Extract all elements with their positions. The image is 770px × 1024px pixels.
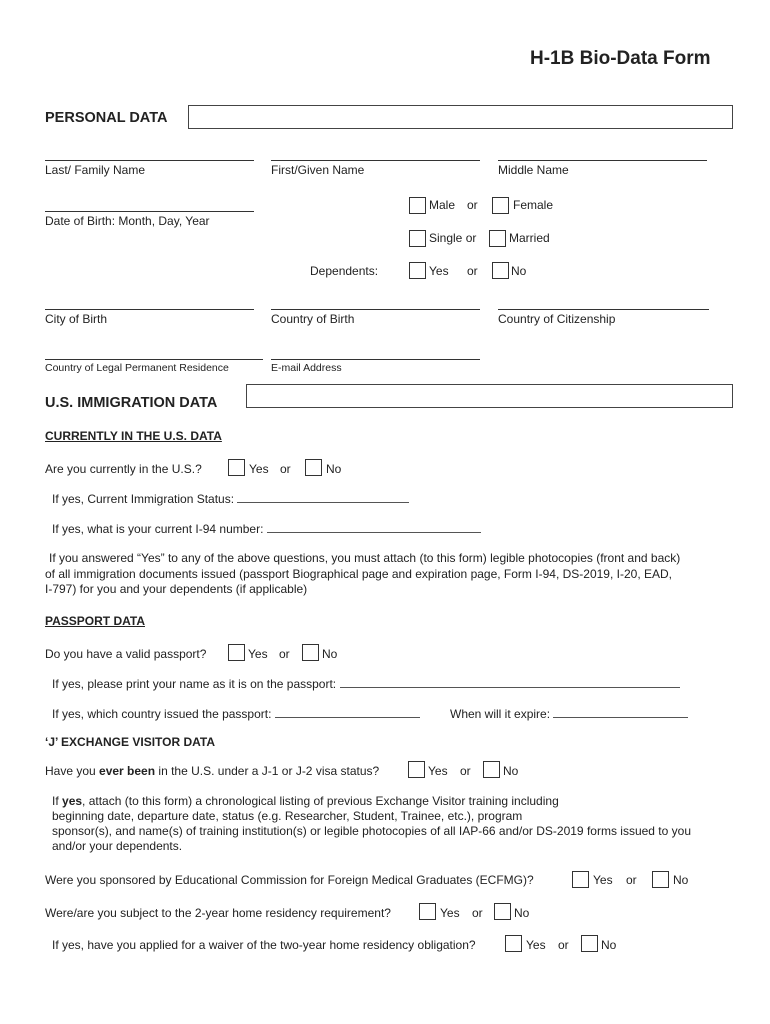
j-question-pre: Have you [45, 764, 100, 778]
currently-note-1: If you answered “Yes” to any of the above questions, you must attach (to this form) legible photocopies (front and back) [49, 551, 681, 565]
country-citizenship-label: Country of Citizenship [498, 312, 616, 326]
status-blank[interactable] [237, 501, 409, 503]
male-checkbox[interactable] [409, 197, 426, 214]
waiver-question: If yes, have you applied for a waiver of the two-year home residency obligation? [52, 938, 476, 952]
ecfmg-yes-label: Yes [593, 873, 613, 887]
i94-row [52, 522, 481, 536]
ecfmg-or-label: or [626, 873, 637, 887]
status-label: If yes, Current Immigration Status: [52, 492, 235, 506]
currently-or-label: or [280, 462, 291, 476]
dependents-or-label: or [467, 264, 478, 278]
ecfmg-no-label: No [673, 873, 689, 887]
ecfmg-yes-checkbox[interactable] [572, 871, 589, 888]
passport-yes-label: Yes [248, 647, 268, 661]
two-year-or-label: or [472, 906, 483, 920]
j-para-1 [52, 794, 559, 809]
passport-expire-row [450, 707, 688, 721]
two-year-yes-label: Yes [440, 906, 460, 920]
j-or-label: or [460, 764, 471, 778]
passport-no-label: No [322, 647, 338, 661]
middle-name-label: Middle Name [498, 163, 569, 177]
currently-no-label: No [326, 462, 342, 476]
j-para-3: sponsor(s), and name(s) of training institution(s) or legible photocopies of all IAP-66 and/or DS-2019 forms issued to you [52, 824, 691, 838]
two-year-no-checkbox[interactable] [494, 903, 511, 920]
j-question-post: in the U.S. under a J-1 or J-2 visa status? [155, 764, 380, 778]
currently-yes-checkbox[interactable] [228, 459, 245, 476]
passport-country-row [52, 707, 420, 721]
j-question-bold: ever been [99, 764, 156, 778]
two-year-question: Were/are you subject to the 2-year home residency requirement? [45, 906, 391, 920]
immigration-heading: U.S. IMMIGRATION DATA [45, 395, 218, 411]
country-citizenship-line[interactable] [498, 309, 709, 310]
country-lpr-label: Country of Legal Permanent Residence [45, 362, 229, 374]
ecfmg-question: Were you sponsored by Educational Commission for Foreign Medical Graduates (ECFMG)? [45, 873, 534, 887]
passport-expire-label: When will it expire: [450, 707, 551, 721]
personal-data-heading: PERSONAL DATA [45, 110, 168, 126]
currently-heading: CURRENTLY IN THE U.S. DATA [45, 429, 222, 443]
waiver-yes-label: Yes [526, 938, 546, 952]
country-lpr-line[interactable] [45, 359, 263, 360]
passport-yes-checkbox[interactable] [228, 644, 245, 661]
j-para-2: beginning date, departure date, status (e.g. Researcher, Student, Trainee, etc.), program [52, 809, 523, 823]
two-year-no-label: No [514, 906, 530, 920]
personal-data-field[interactable] [188, 105, 733, 129]
dependents-yes-checkbox[interactable] [409, 262, 426, 279]
j-no-label: No [503, 764, 519, 778]
male-label: Male [429, 198, 456, 212]
waiver-or-label: or [558, 938, 569, 952]
middle-name-line[interactable] [498, 160, 707, 161]
dependents-no-label: No [511, 264, 527, 278]
city-birth-line[interactable] [45, 309, 254, 310]
i94-label: If yes, what is your current I-94 number: [52, 522, 264, 536]
form-title: H-1B Bio-Data Form [530, 48, 711, 69]
single-label: Single or [429, 231, 477, 245]
ecfmg-no-checkbox[interactable] [652, 871, 669, 888]
city-birth-label: City of Birth [45, 312, 108, 326]
passport-or-label: or [279, 647, 290, 661]
two-year-yes-checkbox[interactable] [419, 903, 436, 920]
waiver-no-label: No [601, 938, 617, 952]
dependents-yes-label: Yes [429, 264, 449, 278]
dependents-no-checkbox[interactable] [492, 262, 509, 279]
passport-expire-blank[interactable] [553, 716, 688, 718]
passport-no-checkbox[interactable] [302, 644, 319, 661]
country-birth-label: Country of Birth [271, 312, 355, 326]
passport-country-blank[interactable] [275, 716, 420, 718]
j-para-1-bold: yes [62, 794, 83, 808]
last-name-line[interactable] [45, 160, 254, 161]
female-checkbox[interactable] [492, 197, 509, 214]
currently-note-2: of all immigration documents issued (passport Biographical page and expiration page, Form I-94, DS-2019, I-20, EAD, [45, 567, 672, 581]
dependents-label: Dependents: [310, 264, 379, 278]
j-para-4: and/or your dependents. [52, 839, 183, 853]
j-yes-label: Yes [428, 764, 448, 778]
email-line[interactable] [271, 359, 480, 360]
passport-question: Do you have a valid passport? [45, 647, 207, 661]
dob-label: Date of Birth: Month, Day, Year [45, 214, 210, 228]
country-birth-line[interactable] [271, 309, 480, 310]
waiver-yes-checkbox[interactable] [505, 935, 522, 952]
passport-name-row [52, 677, 680, 691]
j-para-1-pre: If [52, 794, 63, 808]
passport-country-label: If yes, which country issued the passport: [52, 707, 272, 721]
status-row [52, 492, 409, 506]
currently-note-3: I-797) for you and your dependents (if applicable) [45, 582, 308, 596]
j-para-1-post: , attach (to this form) a chronological listing of previous Exchange Visitor training including [82, 794, 559, 808]
single-checkbox[interactable] [409, 230, 426, 247]
passport-name-blank[interactable] [340, 686, 680, 688]
married-label: Married [509, 231, 550, 245]
j-question [45, 764, 379, 778]
i94-blank[interactable] [267, 531, 481, 533]
passport-heading: PASSPORT DATA [45, 614, 146, 628]
immigration-data-field[interactable] [246, 384, 733, 408]
female-label: Female [513, 198, 554, 212]
email-label: E-mail Address [271, 362, 342, 374]
waiver-no-checkbox[interactable] [581, 935, 598, 952]
j-yes-checkbox[interactable] [408, 761, 425, 778]
j-no-checkbox[interactable] [483, 761, 500, 778]
first-name-line[interactable] [271, 160, 480, 161]
passport-name-label: If yes, please print your name as it is on the passport: [52, 677, 337, 691]
currently-no-checkbox[interactable] [305, 459, 322, 476]
last-name-label: Last/ Family Name [45, 163, 146, 177]
currently-question: Are you currently in the U.S.? [45, 462, 202, 476]
j-visitor-heading: ‘J’ EXCHANGE VISITOR DATA [45, 735, 216, 749]
or-label: or [467, 198, 478, 212]
married-checkbox[interactable] [489, 230, 506, 247]
first-name-label: First/Given Name [271, 163, 365, 177]
currently-yes-label: Yes [249, 462, 269, 476]
dob-line[interactable] [45, 211, 254, 212]
